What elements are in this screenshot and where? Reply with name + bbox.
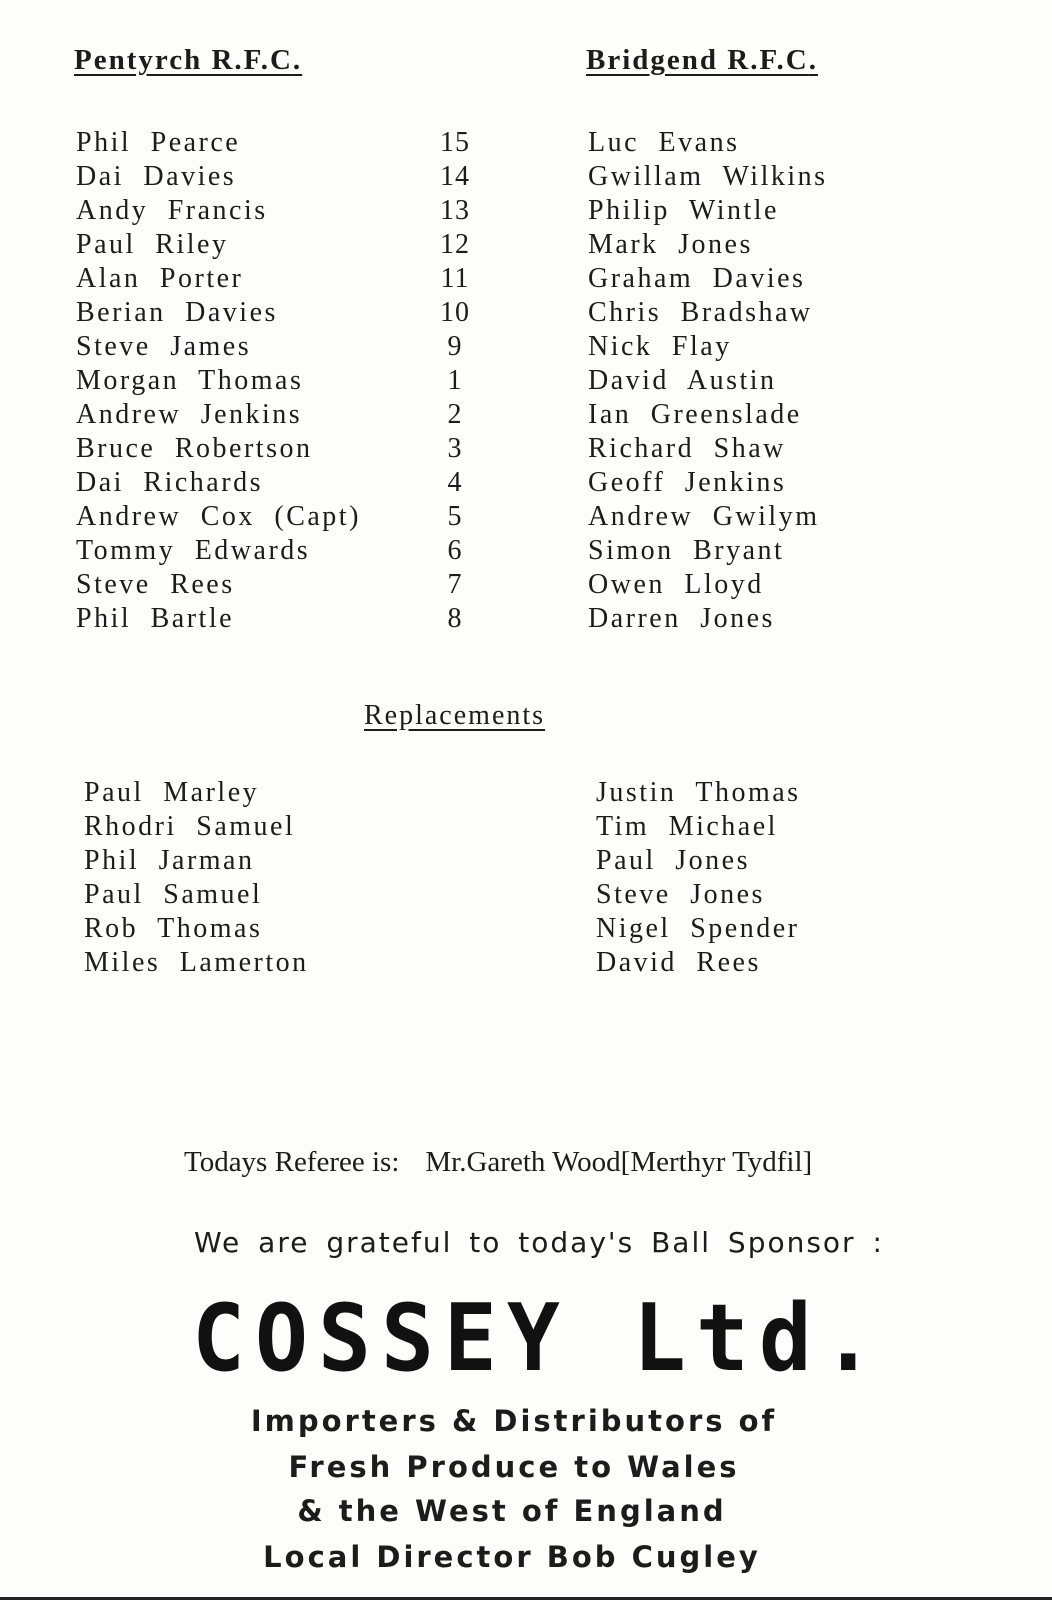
away-player: Chris Bradshaw: [588, 297, 813, 328]
home-player: Phil Bartle: [76, 603, 235, 634]
away-replacements-list: [596, 776, 801, 980]
away-player: Owen Lloyd: [588, 569, 764, 600]
away-player: Simon Bryant: [588, 535, 785, 566]
home-replacement: Miles Lamerton: [84, 947, 309, 978]
home-player: Andrew Cox (Capt): [76, 501, 361, 532]
home-replacements-list: [84, 776, 309, 980]
sponsor-director: Local Director Bob Cugley: [263, 1540, 761, 1574]
home-player: Bruce Robertson: [76, 433, 313, 464]
home-player: Dai Richards: [76, 467, 263, 498]
position-number: 14: [440, 161, 470, 192]
home-player: Steve James: [76, 331, 252, 362]
away-player: Nick Flay: [588, 331, 732, 362]
position-number-list: [430, 126, 480, 636]
away-replacement: Nigel Spender: [596, 913, 800, 944]
away-player: Darren Jones: [588, 603, 775, 634]
away-replacement: Paul Jones: [596, 845, 750, 876]
position-number: 9: [447, 331, 463, 362]
sponsor-tagline: & the West of England: [297, 1494, 727, 1528]
away-replacement: Tim Michael: [596, 811, 778, 842]
sponsor-tagline: Fresh Produce to Wales: [288, 1450, 740, 1484]
home-player: Steve Rees: [76, 569, 235, 600]
home-team-heading: Pentyrch R.F.C.: [74, 44, 303, 76]
referee-name: Mr.Gareth Wood[Merthyr Tydfil]: [425, 1146, 813, 1178]
position-number: 3: [447, 433, 463, 464]
away-replacement: Steve Jones: [596, 879, 765, 910]
home-player: Berian Davies: [76, 297, 278, 328]
home-replacement: Rhodri Samuel: [84, 811, 296, 842]
sponsor-company-name: COSSEY Ltd.: [192, 1283, 885, 1392]
away-team-name: Bridgend R.F.C: [586, 44, 809, 76]
position-number: 2: [447, 399, 463, 430]
position-number: 10: [440, 297, 470, 328]
referee-line: [184, 1146, 812, 1179]
home-player: Morgan Thomas: [76, 365, 304, 396]
position-number: 4: [447, 467, 463, 498]
home-player: Paul Riley: [76, 229, 229, 260]
away-replacement: Justin Thomas: [596, 777, 801, 808]
position-number: 5: [447, 501, 463, 532]
away-player: Richard Shaw: [588, 433, 786, 464]
position-number: 8: [447, 603, 463, 634]
position-number: 7: [447, 569, 463, 600]
position-number: 6: [447, 535, 463, 566]
away-player: David Austin: [588, 365, 777, 396]
away-player: Philip Wintle: [588, 195, 779, 226]
sponsor-tagline: Importers & Distributors of: [250, 1404, 778, 1438]
home-team-name: Pentyrch R.F.C: [74, 44, 293, 76]
position-number: 13: [440, 195, 470, 226]
home-replacement: Paul Marley: [84, 777, 260, 808]
away-player: Gwillam Wilkins: [588, 161, 828, 192]
position-number: 15: [440, 127, 470, 158]
away-player: Mark Jones: [588, 229, 753, 260]
away-team-heading: Bridgend R.F.C.: [586, 44, 818, 76]
home-replacement: Paul Samuel: [84, 879, 263, 910]
position-number: 1: [447, 365, 463, 396]
home-replacement: Phil Jarman: [84, 845, 255, 876]
replacements-heading: Replacements: [364, 700, 546, 731]
home-player: Dai Davies: [76, 161, 237, 192]
position-number: 12: [440, 229, 470, 260]
away-team-list: [588, 126, 828, 636]
referee-label: Todays Referee is:: [184, 1146, 400, 1178]
home-team-list: [76, 126, 361, 636]
away-player: Luc Evans: [588, 127, 740, 158]
away-replacement: David Rees: [596, 947, 761, 978]
away-player: Andrew Gwilym: [588, 501, 820, 532]
home-player: Tommy Edwards: [76, 535, 311, 566]
away-player: Ian Greenslade: [588, 399, 802, 430]
away-player: Graham Davies: [588, 263, 806, 294]
position-number: 11: [440, 263, 470, 294]
home-player: Phil Pearce: [76, 127, 241, 158]
home-player: Andy Francis: [76, 195, 268, 226]
home-replacement: Rob Thomas: [84, 913, 263, 944]
home-player: Alan Porter: [76, 263, 244, 294]
ball-sponsor-intro: We are grateful to today's Ball Sponsor :: [194, 1226, 884, 1259]
home-player: Andrew Jenkins: [76, 399, 303, 430]
away-player: Geoff Jenkins: [588, 467, 787, 498]
